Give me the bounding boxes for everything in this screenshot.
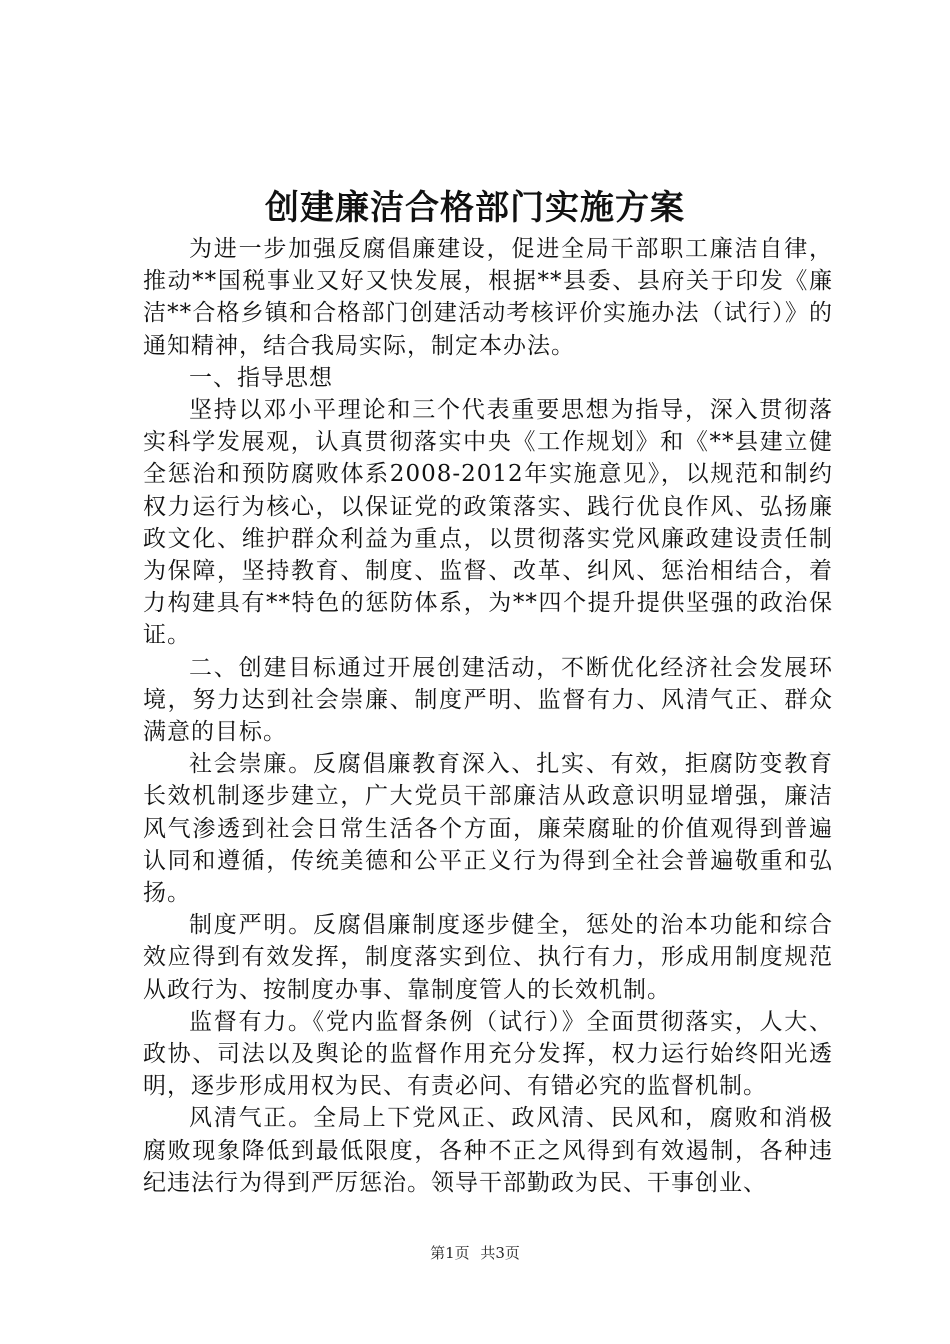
paragraph-effective-supervision: 监督有力。《党内监督条例（试行）》全面贯彻落实，人大、政协、司法以及舆论的监督作用充分发挥，权力运行始终阳光透明，逐步形成用权为民、有责必问、有错必究的监督机制。 (143, 1008, 833, 1100)
paragraph-strict-system: 制度严明。反腐倡廉制度逐步健全，惩处的治本功能和综合效应得到有效发挥，制度落实到位、执行有力，形成用制度规范从政行为、按制度办事、靠制度管人的长效机制。 (143, 912, 833, 1003)
page-number: 第1页 (430, 1244, 470, 1262)
page-footer (0, 1243, 950, 1263)
paragraph-society-integrity: 社会崇廉。反腐倡廉教育深入、扎实、有效，拒腐防变教育长效机制逐步建立，广大党员干部廉洁从政意识明显增强，廉洁风气渗透到社会日常生活各个方面，廉荣腐耻的价值观得到普遍认同和遵循，传统美德和公平正义行为得到全社会普遍敬重和弘扬。 (143, 751, 833, 907)
document-title: 创建廉洁合格部门实施方案 (265, 188, 685, 228)
section-heading-guiding-ideology: 一、指导思想 (189, 364, 333, 391)
paragraph-clean-atmosphere: 风清气正。全局上下党风正、政风清、民风和，腐败和消极腐败现象降低到最低限度，各种不正之风得到有效遏制，各种违纪违法行为得到严厉惩治。领导干部勤政为民、干事创业、 (143, 1105, 833, 1196)
paragraph-intro: 为进一步加强反腐倡廉建设，促进全局干部职工廉洁自律，推动**国税事业又好又快发展，根据**县委、县府关于印发《廉洁**合格乡镇和合格部门创建活动考核评价实施办法（试行）》的通知精神，结合我局实际，制定本办法。 (143, 236, 833, 359)
page-total: 共3页 (480, 1244, 520, 1262)
document-body (143, 233, 833, 1199)
paragraph-creation-goals: 二、创建目标通过开展创建活动，不断优化经济社会发展环境，努力达到社会崇廉、制度严明、监督有力、风清气正、群众满意的目标。 (143, 654, 833, 746)
paragraph-guiding-ideology: 坚持以邓小平理论和三个代表重要思想为指导，深入贯彻落实科学发展观，认真贯彻落实中央《工作规划》和《**县建立健全惩治和预防腐败体系2008-2012年实施意见》，以规范和制约权力运行为核心，以保证党的政策落实、践行优良作风、弘扬廉政文化、维护群众利益为重点，以贯彻落实党风廉政建设责任制为保障，坚持教育、制度、监督、改革、纠风、惩治相结合，着力构建具有**特色的惩防体系，为**四个提升提供坚强的政治保证。 (143, 397, 833, 649)
